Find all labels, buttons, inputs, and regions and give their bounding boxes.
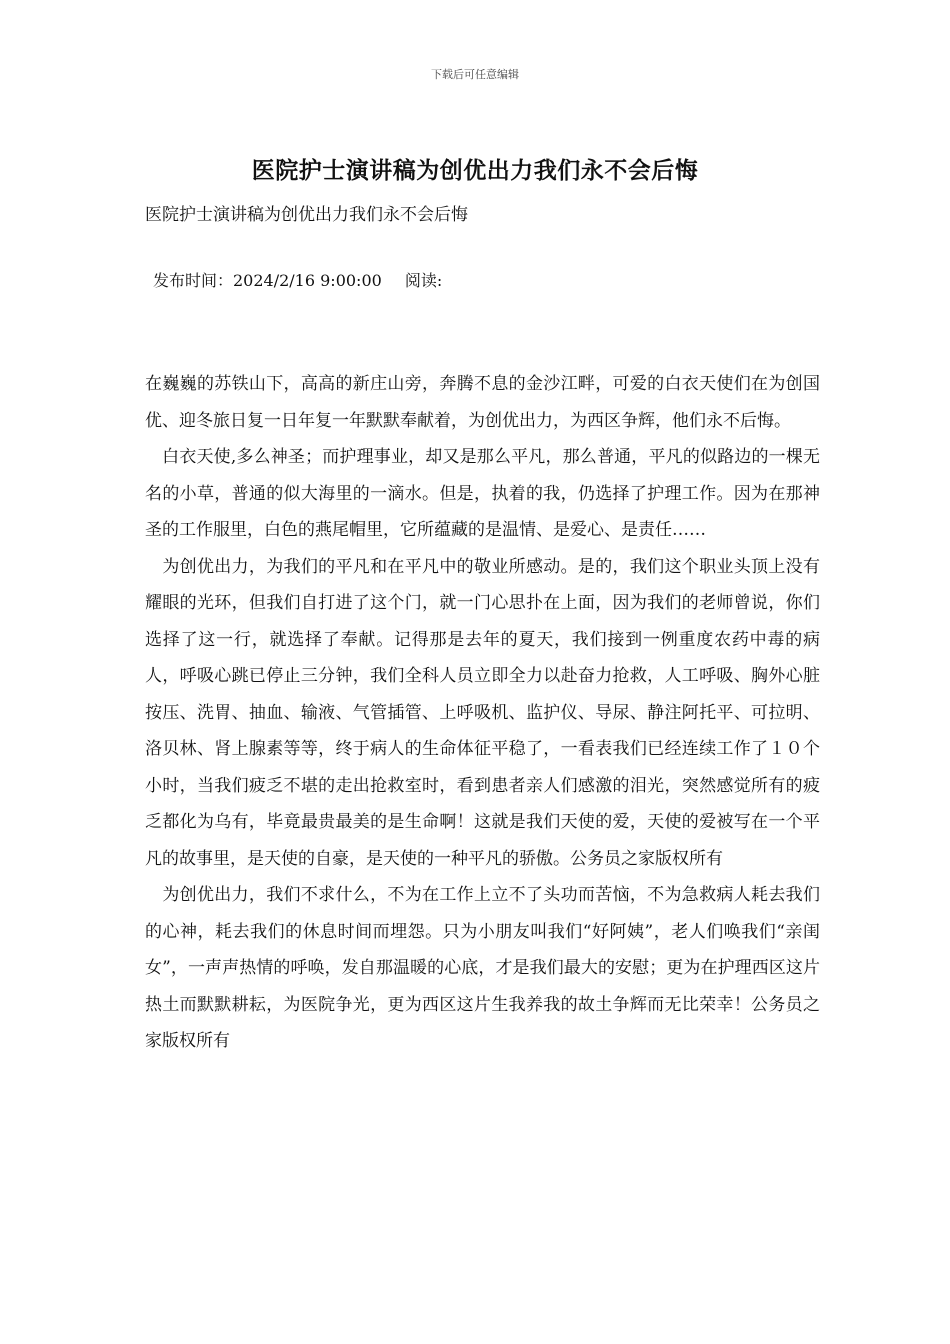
page-header-note: 下载后可任意编辑 [431, 68, 519, 81]
paragraph: 在巍巍的苏铁山下，高高的新庄山旁，奔腾不息的金沙江畔，可爱的白衣天使们在为创国优、迎冬旅日复一日年复一年默默奉献着，为创优出力，为西区争辉，他们永不后悔。 [145, 374, 820, 431]
publish-time: 发布时间：2024/2/16 9:00:00 [153, 271, 382, 290]
article-body [145, 366, 820, 1060]
article-meta [153, 268, 460, 291]
paragraph: 为创优出力，我们不求什么，不为在工作上立不了头功而苦恼，不为急救病人耗去我们的心神，耗去我们的休息时间而埋怨。只为小朋友叫我们“好阿姨”，老人们唤我们“亲闺女”，一声声热情的呼唤，发自那温暖的心底，才是我们最大的安慰；更为在护理西区这片热土而默默耕耘，为医院争光，更为西区这片生我养我的故土争辉而无比荣幸！公务员之家版权所有 [145, 885, 820, 1051]
paragraph: 白衣天使,多么神圣；而护理事业，却又是那么平凡，那么普通，平凡的似路边的一棵无名的小草，普通的似大海里的一滴水。但是，执着的我，仍选择了护理工作。因为在那神圣的工作服里，白色的燕尾帽里，它所蕴藏的是温情、是爱心、是责任…… [145, 447, 820, 540]
paragraph: 为创优出力，为我们的平凡和在平凡中的敬业所感动。是的，我们这个职业头顶上没有耀眼的光环，但我们自打进了这个门，就一门心思扑在上面，因为我们的老师曾说，你们选择了这一行，就选择了奉献。记得那是去年的夏天，我们接到一例重度农药中毒的病人，呼吸心跳已停止三分钟，我们全科人员立即全力以赴奋力抢救，人工呼吸、胸外心脏按压、洗胃、抽血、输液、气管插管、上呼吸机、监护仪、导尿、静注阿托平、可拉明、洛贝林、肾上腺素等等，终于病人的生命体征平稳了，一看表我们已经连续工作了１０个小时，当我们疲乏不堪的走出抢救室时，看到患者亲人们感激的泪光，突然感觉所有的疲乏都化为乌有，毕竟最贵最美的是生命啊！这就是我们天使的爱，天使的爱被写在一个平凡的故事里，是天使的自豪，是天使的一种平凡的骄傲。公务员之家版权所有 [145, 556, 820, 869]
document-subtitle: 医院护士演讲稿为创优出力我们永不会后悔 [145, 205, 468, 225]
read-count-label: 阅读: [404, 271, 443, 290]
document-title: 医院护士演讲稿为创优出力我们永不会后悔 [251, 157, 699, 184]
